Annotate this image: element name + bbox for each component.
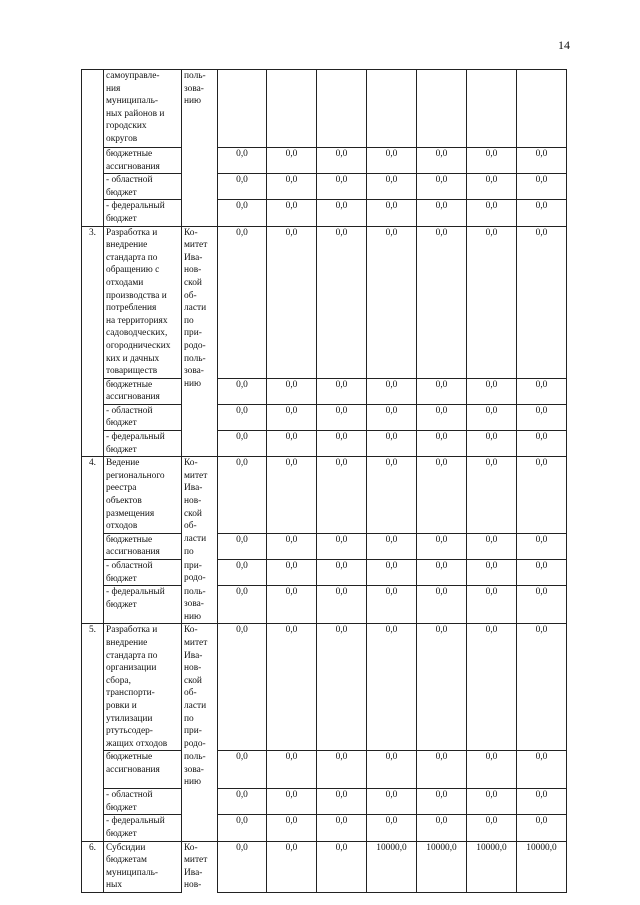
value-cell: 0,0 <box>417 751 467 789</box>
executor <box>182 431 218 457</box>
value-cell <box>467 70 517 148</box>
value-cell: 0,0 <box>317 457 367 534</box>
value-cell <box>218 70 267 148</box>
executor-line: по <box>184 315 194 326</box>
value-cell: 0,0 <box>267 560 317 586</box>
executor-line: Ко- <box>184 625 198 636</box>
executor <box>182 148 218 174</box>
value-cell: 0,0 <box>467 226 517 378</box>
item-name-line: - федеральный <box>106 816 165 827</box>
value-cell: 0,0 <box>218 200 267 226</box>
value-cell: 10000,0 <box>417 841 467 892</box>
value-cell: 0,0 <box>417 560 467 586</box>
item-name-line: Ведение <box>106 458 140 469</box>
table-row-budget <box>82 148 567 174</box>
item-name-line: бюджетам <box>106 855 147 866</box>
item-name-line: ассигнования <box>106 161 160 172</box>
table-row-item <box>82 841 567 892</box>
table-row-budget <box>82 586 567 624</box>
item-name-line: бюджет <box>106 828 137 839</box>
value-cell: 0,0 <box>267 200 317 226</box>
executor <box>182 841 218 892</box>
value-cell: 0,0 <box>317 560 367 586</box>
item-name-line: самоуправле- <box>106 71 160 81</box>
value-cell: 0,0 <box>317 841 367 892</box>
value-cell: 0,0 <box>367 560 417 586</box>
item-name-line: обращению с <box>106 265 160 276</box>
item-name-line: бюджет <box>106 573 137 584</box>
executor-line: ласти <box>184 534 207 545</box>
value-cell: 0,0 <box>467 789 517 815</box>
item-name <box>104 148 182 174</box>
value-cell: 0,0 <box>218 560 267 586</box>
executor-line: при- <box>184 328 202 339</box>
value-cell: 0,0 <box>417 226 467 378</box>
value-cell: 0,0 <box>417 174 467 200</box>
executor-line: Ива- <box>184 483 203 494</box>
budget-table <box>81 69 567 893</box>
item-name <box>104 174 182 200</box>
executor-line: Ива- <box>184 650 203 661</box>
executor-line: родо- <box>184 340 206 351</box>
executor-line: нов- <box>184 880 202 891</box>
item-name-line: бюджет <box>106 187 137 198</box>
value-cell: 0,0 <box>367 200 417 226</box>
item-name-line: ассигнования <box>106 547 160 558</box>
item-name-line: - федеральный <box>106 432 165 443</box>
table-row-budget <box>82 560 567 586</box>
value-cell: 0,0 <box>367 457 417 534</box>
value-cell: 0,0 <box>218 378 267 404</box>
executor-line: поль- <box>184 71 206 81</box>
value-cell: 0,0 <box>517 624 567 751</box>
value-cell: 0,0 <box>367 789 417 815</box>
item-name-line: бюджет <box>106 444 137 455</box>
item-name-line: утилизации <box>106 713 153 724</box>
executor-line: поль- <box>184 353 206 364</box>
value-cell: 0,0 <box>267 815 317 841</box>
item-name-line: внедрение <box>106 638 148 649</box>
executor-line: Ко- <box>184 842 198 853</box>
row-number: 4. <box>82 457 104 624</box>
executor-line: митет <box>184 638 208 649</box>
value-cell <box>517 70 567 148</box>
table-row-budget <box>82 404 567 430</box>
item-name-line: муниципаль- <box>106 96 159 107</box>
value-cell <box>317 70 367 148</box>
item-name-line: бюджет <box>106 213 137 224</box>
item-name-line: бюджетные <box>106 752 153 763</box>
table-row-budget <box>82 200 567 226</box>
value-cell: 0,0 <box>218 404 267 430</box>
table-row-budget <box>82 174 567 200</box>
value-cell: 0,0 <box>367 586 417 624</box>
value-cell: 0,0 <box>317 815 367 841</box>
item-name-line: ассигнования <box>106 392 160 403</box>
value-cell: 0,0 <box>417 431 467 457</box>
executor <box>182 70 218 148</box>
value-cell: 0,0 <box>218 148 267 174</box>
value-cell: 0,0 <box>267 789 317 815</box>
executor-line: зова- <box>184 83 204 94</box>
row-number: 6. <box>82 841 104 892</box>
value-cell: 0,0 <box>218 533 267 559</box>
executor-line: Ко- <box>184 227 198 238</box>
item-name <box>104 751 182 789</box>
item-name-line: - областной <box>106 405 153 416</box>
executor-line: зова- <box>184 599 204 610</box>
value-cell: 0,0 <box>517 586 567 624</box>
executor-line: по <box>184 546 194 557</box>
value-cell: 0,0 <box>317 174 367 200</box>
item-name-line: ких и дачных <box>106 353 160 364</box>
value-cell: 0,0 <box>367 226 417 378</box>
page-number: 14 <box>558 38 570 52</box>
executor-line: поль- <box>184 586 206 597</box>
executor-line: ласти <box>184 701 207 712</box>
value-cell: 0,0 <box>367 533 417 559</box>
item-name-line: отходами <box>106 277 144 288</box>
item-name-line: бюджетные <box>106 534 153 545</box>
item-name-line: объектов <box>106 496 142 507</box>
value-cell: 0,0 <box>367 148 417 174</box>
item-name-line: организации <box>106 663 157 674</box>
item-name <box>104 200 182 226</box>
item-name-line: отходов <box>106 521 138 532</box>
item-name-line: - областной <box>106 790 153 801</box>
value-cell: 0,0 <box>218 624 267 751</box>
value-cell: 0,0 <box>317 751 367 789</box>
item-name <box>104 815 182 841</box>
value-cell: 0,0 <box>467 404 517 430</box>
value-cell: 0,0 <box>517 431 567 457</box>
value-cell: 0,0 <box>218 815 267 841</box>
executor <box>182 789 218 815</box>
item-name <box>104 404 182 430</box>
value-cell: 0,0 <box>467 431 517 457</box>
item-name-line: бюджет <box>106 418 137 429</box>
value-cell: 0,0 <box>517 815 567 841</box>
value-cell: 0,0 <box>467 533 517 559</box>
executor <box>182 751 218 789</box>
executor <box>182 560 218 586</box>
executor-line: митет <box>184 855 208 866</box>
executor-line: ской <box>184 508 202 519</box>
executor-line: ской <box>184 675 202 686</box>
executor-line: ской <box>184 277 202 288</box>
item-name-line: ных <box>106 880 123 891</box>
table-row-budget <box>82 815 567 841</box>
item-name-line: реестра <box>106 483 137 494</box>
item-name <box>104 70 182 148</box>
item-name <box>104 226 182 378</box>
executor-line: об- <box>184 290 197 301</box>
item-name-line: огороднических <box>106 340 171 351</box>
executor-line: нов- <box>184 663 202 674</box>
executor-line: об- <box>184 521 197 532</box>
item-name-line: бюджет <box>106 599 137 610</box>
value-cell: 0,0 <box>517 378 567 404</box>
item-name-line: городских <box>106 121 147 132</box>
table-row-budget <box>82 789 567 815</box>
item-name-line: садоводческих, <box>106 328 168 339</box>
executor <box>182 457 218 534</box>
item-name <box>104 789 182 815</box>
item-name-line: потребления <box>106 303 157 314</box>
item-name-line: на территориях <box>106 315 168 326</box>
executor <box>182 404 218 430</box>
value-cell: 0,0 <box>517 148 567 174</box>
row-number <box>82 70 104 227</box>
value-cell: 0,0 <box>367 174 417 200</box>
value-cell: 10000,0 <box>517 841 567 892</box>
value-cell: 0,0 <box>218 431 267 457</box>
value-cell: 0,0 <box>467 560 517 586</box>
executor-line: Ива- <box>184 867 203 878</box>
value-cell: 10000,0 <box>367 841 417 892</box>
value-cell: 0,0 <box>317 533 367 559</box>
executor-line: Ко- <box>184 458 198 469</box>
executor-line: нию <box>184 379 202 390</box>
value-cell: 0,0 <box>417 404 467 430</box>
value-cell: 0,0 <box>267 751 317 789</box>
value-cell: 0,0 <box>517 789 567 815</box>
value-cell: 0,0 <box>218 841 267 892</box>
item-name <box>104 586 182 624</box>
item-name-line: ния <box>106 83 121 94</box>
value-cell: 0,0 <box>417 148 467 174</box>
executor-line: нию <box>184 611 202 622</box>
value-cell: 0,0 <box>267 404 317 430</box>
executor-line: об- <box>184 688 197 699</box>
table-row-budget <box>82 378 567 404</box>
value-cell: 0,0 <box>367 624 417 751</box>
value-cell: 0,0 <box>467 174 517 200</box>
table-row-budget <box>82 431 567 457</box>
value-cell: 0,0 <box>267 431 317 457</box>
value-cell <box>417 70 467 148</box>
item-name <box>104 457 182 534</box>
item-name-line: сбора, <box>106 675 131 686</box>
value-cell: 0,0 <box>267 586 317 624</box>
executor-line: митет <box>184 240 208 251</box>
row-number: 3. <box>82 226 104 457</box>
value-cell: 0,0 <box>467 148 517 174</box>
value-cell: 0,0 <box>417 789 467 815</box>
item-name-line: бюджетные <box>106 149 153 159</box>
value-cell: 0,0 <box>467 457 517 534</box>
executor <box>182 174 218 200</box>
value-cell: 0,0 <box>367 378 417 404</box>
item-name <box>104 841 182 892</box>
value-cell: 0,0 <box>317 624 367 751</box>
value-cell: 0,0 <box>317 586 367 624</box>
value-cell: 0,0 <box>467 586 517 624</box>
item-name <box>104 431 182 457</box>
table-row-budget <box>82 751 567 789</box>
executor-line: нов- <box>184 265 202 276</box>
executor-line: родо- <box>184 738 206 749</box>
value-cell: 0,0 <box>267 533 317 559</box>
value-cell: 0,0 <box>417 457 467 534</box>
item-name-line: бюджет <box>106 802 137 813</box>
value-cell: 0,0 <box>367 404 417 430</box>
value-cell: 0,0 <box>218 457 267 534</box>
value-cell: 0,0 <box>317 378 367 404</box>
value-cell: 0,0 <box>367 431 417 457</box>
value-cell: 0,0 <box>218 586 267 624</box>
item-name-line: округов <box>106 133 138 144</box>
executor-line: нию <box>184 96 202 107</box>
item-name-line: ассигнования <box>106 765 160 775</box>
value-cell: 0,0 <box>267 841 317 892</box>
value-cell: 0,0 <box>317 226 367 378</box>
executor <box>182 226 218 378</box>
value-cell: 0,0 <box>218 174 267 200</box>
item-name-line: ных районов и <box>106 108 165 119</box>
value-cell: 0,0 <box>218 226 267 378</box>
item-name-line: ровки и <box>106 701 137 712</box>
item-name-line: товариществ <box>106 366 158 377</box>
item-name-line: стандарта по <box>106 252 158 263</box>
value-cell: 0,0 <box>417 586 467 624</box>
executor-line: ласти <box>184 303 207 314</box>
value-cell: 0,0 <box>517 560 567 586</box>
value-cell: 0,0 <box>267 226 317 378</box>
executor-line: нию <box>184 777 202 788</box>
value-cell: 0,0 <box>517 226 567 378</box>
table-row-item <box>82 457 567 534</box>
item-name-line: - федеральный <box>106 201 165 212</box>
value-cell: 0,0 <box>517 457 567 534</box>
item-name-line: транспорти- <box>106 688 155 699</box>
value-cell: 0,0 <box>467 751 517 789</box>
item-name <box>104 378 182 404</box>
item-name-line: муниципаль- <box>106 867 159 878</box>
executor <box>182 200 218 226</box>
value-cell: 0,0 <box>267 457 317 534</box>
value-cell: 0,0 <box>467 200 517 226</box>
item-name-line: - областной <box>106 561 153 571</box>
value-cell: 0,0 <box>317 148 367 174</box>
executor <box>182 378 218 404</box>
item-name-line: бюджетные <box>106 379 153 390</box>
value-cell: 0,0 <box>267 148 317 174</box>
executor-line: поль- <box>184 751 206 762</box>
executor-line: по <box>184 713 194 724</box>
item-name-line: Разработка и <box>106 227 158 238</box>
value-cell: 0,0 <box>517 751 567 789</box>
item-name-line: внедрение <box>106 240 148 251</box>
executor <box>182 815 218 841</box>
value-cell <box>367 70 417 148</box>
executor-line: нов- <box>184 496 202 507</box>
value-cell: 0,0 <box>517 174 567 200</box>
item-name-line: стандарта по <box>106 650 158 661</box>
value-cell <box>267 70 317 148</box>
value-cell: 0,0 <box>467 815 517 841</box>
value-cell: 0,0 <box>317 431 367 457</box>
value-cell: 0,0 <box>367 751 417 789</box>
value-cell: 0,0 <box>417 533 467 559</box>
item-name <box>104 560 182 586</box>
executor-line: родо- <box>184 573 206 584</box>
executor-line: зова- <box>184 366 204 377</box>
item-name-line: Субсидии <box>106 842 146 853</box>
executor-line: при- <box>184 560 202 571</box>
row-number: 5. <box>82 624 104 841</box>
item-name-line: размещения <box>106 508 155 519</box>
value-cell: 0,0 <box>517 404 567 430</box>
item-name <box>104 624 182 751</box>
executor-line: при- <box>184 726 202 737</box>
executor <box>182 624 218 751</box>
table-row-budget <box>82 533 567 559</box>
table-row-item <box>82 70 567 148</box>
table-row-item <box>82 226 567 378</box>
table-row-item <box>82 624 567 751</box>
value-cell: 0,0 <box>317 404 367 430</box>
executor-line: митет <box>184 470 208 481</box>
value-cell: 0,0 <box>317 200 367 226</box>
value-cell: 0,0 <box>218 751 267 789</box>
value-cell: 0,0 <box>367 815 417 841</box>
value-cell: 0,0 <box>467 378 517 404</box>
value-cell: 0,0 <box>218 789 267 815</box>
value-cell: 0,0 <box>417 200 467 226</box>
item-name-line: ртутьсодер- <box>106 726 153 737</box>
value-cell: 0,0 <box>417 378 467 404</box>
item-name <box>104 533 182 559</box>
executor-line: Ива- <box>184 252 203 263</box>
item-name-line: жащих отходов <box>106 738 168 749</box>
executor <box>182 533 218 559</box>
value-cell: 0,0 <box>317 789 367 815</box>
value-cell: 0,0 <box>417 624 467 751</box>
value-cell: 0,0 <box>517 533 567 559</box>
item-name-line: - федеральный <box>106 587 165 598</box>
value-cell: 0,0 <box>267 378 317 404</box>
value-cell: 0,0 <box>517 200 567 226</box>
value-cell: 0,0 <box>267 174 317 200</box>
value-cell: 0,0 <box>417 815 467 841</box>
value-cell: 10000,0 <box>467 841 517 892</box>
item-name-line: производства и <box>106 290 167 301</box>
value-cell: 0,0 <box>267 624 317 751</box>
executor <box>182 586 218 624</box>
item-name-line: регионального <box>106 470 165 481</box>
executor-line: зова- <box>184 764 204 775</box>
value-cell: 0,0 <box>467 624 517 751</box>
item-name-line: Разработка и <box>106 625 158 636</box>
item-name-line: - областной <box>106 175 153 186</box>
